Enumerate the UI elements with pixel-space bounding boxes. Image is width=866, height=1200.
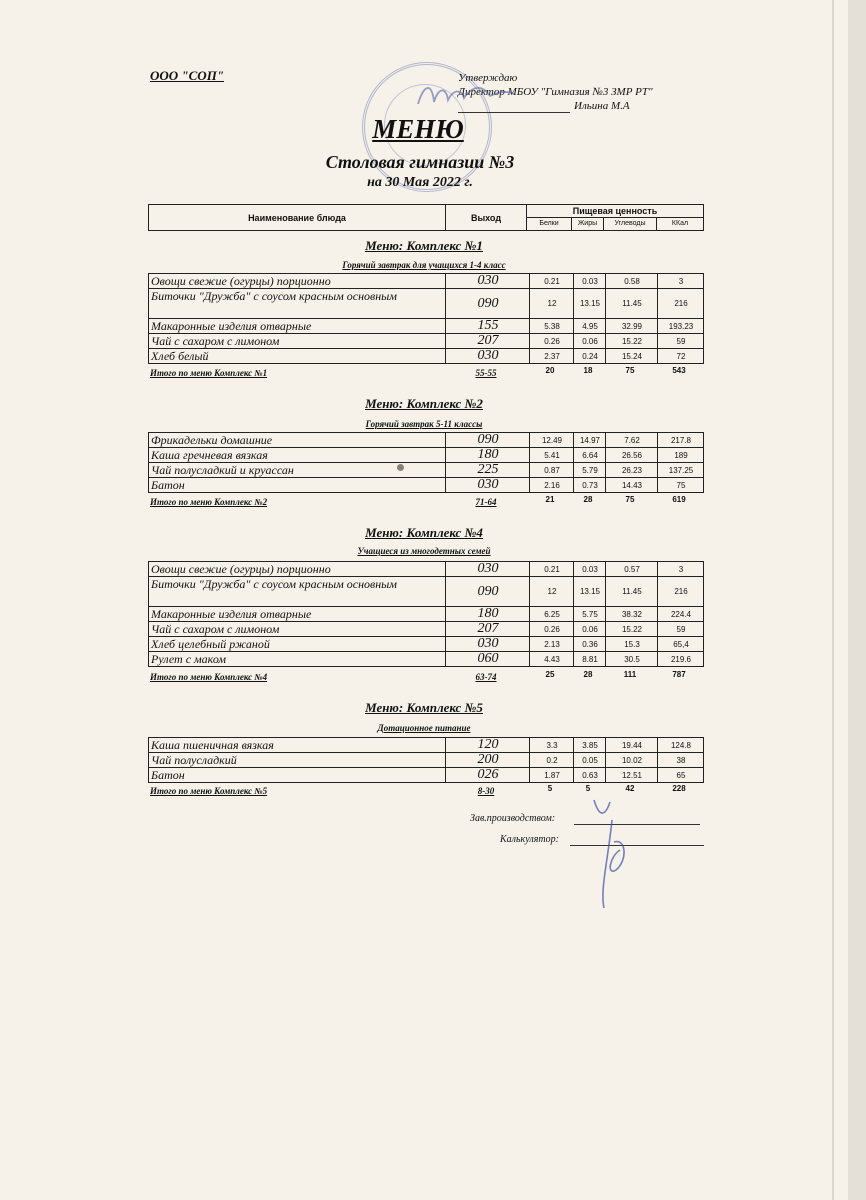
dish-name: Биточки "Дружба" с соусом красным основным	[151, 289, 397, 303]
cell-kcal: 189	[657, 448, 704, 462]
cell-kcal: 216	[657, 289, 704, 318]
cell-fats: 0.24	[573, 349, 606, 363]
dish-name: Чай полусладкий и круассан	[151, 463, 294, 477]
dish-output: 026	[445, 768, 530, 782]
cell-kcal: 217.8	[657, 433, 704, 447]
table-row	[148, 636, 704, 652]
cell-proteins: 0.87	[529, 463, 574, 477]
total-proteins: 20	[545, 366, 555, 375]
cell-kcal: 216	[657, 577, 704, 606]
cell-proteins: 6.25	[529, 607, 574, 621]
approval-position: Директор МБОУ "Гимназия №3 ЗМР РТ"	[458, 86, 653, 98]
cell-carbs: 14.43	[605, 478, 658, 492]
table-row	[148, 621, 704, 637]
cell-proteins: 12	[529, 289, 574, 318]
cell-fats: 6.64	[573, 448, 606, 462]
cell-proteins: 2.16	[529, 478, 574, 492]
cell-fats: 0.06	[573, 622, 606, 636]
dish-output: 030	[445, 637, 530, 651]
table-row	[148, 462, 704, 478]
cell-carbs: 0.57	[605, 562, 658, 576]
dish-name: Хлеб целебный ржаной	[151, 637, 270, 651]
dish-output: 030	[445, 562, 530, 576]
cell-fats: 0.73	[573, 478, 606, 492]
cell-proteins: 5.38	[529, 319, 574, 333]
dish-output: 120	[445, 738, 530, 752]
dish-output: 030	[445, 274, 530, 288]
cell-kcal: 224.4	[657, 607, 704, 621]
cell-proteins: 2.37	[529, 349, 574, 363]
calculator-label: Калькулятор:	[500, 834, 559, 845]
dish-name: Батон	[151, 768, 185, 782]
section-title: Меню: Комплекс №2	[365, 396, 483, 411]
cell-proteins: 5.41	[529, 448, 574, 462]
cell-proteins: 4.43	[529, 652, 574, 666]
cell-fats: 4.95	[573, 319, 606, 333]
dish-output: 155	[445, 319, 530, 333]
cell-kcal: 137.25	[657, 463, 704, 477]
table-row	[148, 561, 704, 577]
scan-edge	[848, 0, 866, 1200]
cell-carbs: 30.5	[605, 652, 658, 666]
total-label: Итого по меню Комплекс №4	[150, 672, 268, 682]
total-output: 55-55	[475, 368, 497, 378]
production-signature	[470, 813, 555, 824]
cell-fats: 0.36	[573, 637, 606, 651]
total-label: Итого по меню Комплекс №5	[150, 786, 268, 796]
cell-proteins: 1.87	[529, 768, 574, 782]
total-kcal: 787	[672, 670, 686, 679]
total-label: Итого по меню Комплекс №2	[150, 497, 268, 507]
production-label: Зав.производством:	[470, 813, 556, 824]
dish-name: Каша гречневая вязкая	[151, 448, 268, 462]
cell-fats: 8.81	[573, 652, 606, 666]
cell-proteins: 0.2	[529, 753, 574, 767]
total-fats: 5	[585, 784, 591, 793]
cell-proteins: 0.21	[529, 274, 574, 288]
dish-name: Фрикадельки домашние	[151, 433, 273, 447]
approval-director-name: Ильина М.А	[574, 100, 630, 112]
cell-proteins: 0.26	[529, 622, 574, 636]
total-fats: 28	[583, 495, 593, 504]
handwritten-signature	[580, 790, 640, 920]
table-row	[148, 651, 704, 667]
table-row	[148, 737, 704, 753]
organization-name: ООО "СОП"	[150, 68, 225, 83]
table-header	[148, 204, 704, 231]
cell-fats: 14.97	[573, 433, 606, 447]
section-subtitle: Горячий завтрак 5-11 классы	[365, 419, 483, 429]
cell-proteins: 3.3	[529, 738, 574, 752]
director-signature	[410, 74, 520, 114]
total-fats: 18	[583, 366, 593, 375]
dish-name: Хлеб белый	[151, 349, 209, 363]
section-title: Меню: Комплекс №4	[365, 525, 483, 540]
cell-kcal: 193.23	[657, 319, 704, 333]
cell-kcal: 3	[657, 274, 704, 288]
dish-output: 060	[445, 652, 530, 666]
cell-fats: 0.05	[573, 753, 606, 767]
cell-proteins: 2.13	[529, 637, 574, 651]
total-fats: 28	[583, 670, 593, 679]
cell-fats: 5.75	[573, 607, 606, 621]
cell-kcal: 38	[657, 753, 704, 767]
cell-proteins: 0.26	[529, 334, 574, 348]
cell-fats: 13.15	[573, 577, 606, 606]
total-proteins: 5	[547, 784, 553, 793]
section-subtitle: Дотационное питание	[377, 723, 471, 733]
dish-name: Рулет с маком	[151, 652, 227, 666]
cell-fats: 0.06	[573, 334, 606, 348]
dish-output: 030	[445, 349, 530, 363]
cell-carbs: 11.45	[605, 577, 658, 606]
dish-output: 207	[445, 622, 530, 636]
section-subtitle: Учащиеся из многодетных семей	[357, 546, 491, 556]
total-carbs: 75	[625, 366, 635, 375]
table-row	[148, 288, 704, 319]
total-output: 63-74	[475, 672, 497, 682]
cell-proteins: 0.21	[529, 562, 574, 576]
table-row	[148, 752, 704, 768]
section-subtitle: Горячий завтрак для учащихся 1-4 класс	[342, 260, 506, 270]
total-proteins: 25	[545, 670, 555, 679]
cell-proteins: 12	[529, 577, 574, 606]
dish-name: Овощи свежие (огурцы) порционно	[151, 562, 331, 576]
approval-word: Утверждаю	[458, 72, 518, 84]
dish-name: Каша пшеничная вязкая	[151, 738, 274, 752]
cell-carbs: 32.99	[605, 319, 658, 333]
cell-carbs: 15.22	[605, 622, 658, 636]
cell-fats: 0.63	[573, 768, 606, 782]
total-kcal: 543	[672, 366, 686, 375]
cell-kcal: 219.6	[657, 652, 704, 666]
cell-fats: 5.79	[573, 463, 606, 477]
table-row	[148, 767, 704, 783]
dish-output: 090	[445, 433, 530, 447]
dish-name: Чай полусладкий	[151, 753, 237, 767]
cell-kcal: 72	[657, 349, 704, 363]
cell-carbs: 11.45	[605, 289, 658, 318]
cell-kcal: 3	[657, 562, 704, 576]
cell-carbs: 15.22	[605, 334, 658, 348]
cell-kcal: 124.8	[657, 738, 704, 752]
table-row	[148, 447, 704, 463]
total-row	[148, 672, 704, 686]
dish-name: Макаронные изделия отварные	[151, 607, 312, 621]
cell-carbs: 15.3	[605, 637, 658, 651]
page-subtitle: Столовая гимназии №3	[325, 152, 515, 172]
calculator-signature	[500, 834, 559, 845]
cell-kcal: 65,4	[657, 637, 704, 651]
page-title: МЕНЮ	[372, 114, 464, 144]
column-header-name: Наименование блюда	[149, 205, 446, 230]
cell-carbs: 15.24	[605, 349, 658, 363]
cell-carbs: 19.44	[605, 738, 658, 752]
total-row	[148, 368, 704, 382]
total-carbs: 75	[625, 495, 635, 504]
column-header-fats: Жиры	[572, 218, 604, 230]
dish-output: 180	[445, 607, 530, 621]
cell-carbs: 12.51	[605, 768, 658, 782]
cell-fats: 0.03	[573, 274, 606, 288]
cell-carbs: 0.58	[605, 274, 658, 288]
table-row	[148, 333, 704, 349]
dish-output: 207	[445, 334, 530, 348]
total-kcal: 619	[672, 495, 686, 504]
scan-speck	[397, 464, 404, 471]
column-header-kcal: ККал	[671, 220, 689, 227]
section-title: Меню: Комплекс №1	[365, 238, 483, 253]
cell-carbs: 38.32	[605, 607, 658, 621]
dish-output: 030	[445, 478, 530, 492]
column-header-carbs: Углеводы	[604, 218, 657, 230]
cell-kcal: 65	[657, 768, 704, 782]
dish-name: Батон	[151, 478, 185, 492]
table-row	[148, 348, 704, 364]
dish-name: Биточки "Дружба" с соусом красным основным	[151, 577, 397, 591]
dish-name: Макаронные изделия отварные	[151, 319, 312, 333]
dish-name: Чай с сахаром с лимоном	[151, 334, 280, 348]
menu-date: на 30 Мая 2022 г.	[367, 175, 473, 190]
cell-proteins: 12.49	[529, 433, 574, 447]
cell-carbs: 26.23	[605, 463, 658, 477]
total-output: 71-64	[475, 497, 497, 507]
total-output: 8-30	[477, 786, 495, 796]
section-title: Меню: Комплекс №5	[365, 700, 483, 715]
dish-output: 090	[445, 577, 530, 606]
cell-carbs: 10.02	[605, 753, 658, 767]
table-row	[148, 432, 704, 448]
cell-fats: 3.85	[573, 738, 606, 752]
cell-carbs: 26.56	[605, 448, 658, 462]
cell-carbs: 7.62	[605, 433, 658, 447]
dish-output: 200	[445, 753, 530, 767]
table-row	[148, 477, 704, 493]
cell-fats: 13.15	[573, 289, 606, 318]
dish-name: Чай с сахаром с лимоном	[151, 622, 280, 636]
dish-name: Овощи свежие (огурцы) порционно	[151, 274, 331, 288]
column-header-output: Выход	[446, 205, 527, 230]
table-row	[148, 576, 704, 607]
total-proteins: 21	[545, 495, 555, 504]
column-header-nutrition: Пищевая ценность	[527, 205, 703, 218]
dish-output: 090	[445, 289, 530, 318]
cell-fats: 0.03	[573, 562, 606, 576]
table-row	[148, 273, 704, 289]
table-row	[148, 318, 704, 334]
cell-kcal: 75	[657, 478, 704, 492]
total-label: Итого по меню Комплекс №1	[150, 368, 268, 378]
cell-kcal: 59	[657, 622, 704, 636]
total-kcal: 228	[672, 784, 686, 793]
dish-output: 180	[445, 448, 530, 462]
column-header-proteins: Белки	[527, 218, 572, 230]
dish-output: 225	[445, 463, 530, 477]
total-carbs: 42	[625, 784, 635, 793]
total-row	[148, 497, 704, 511]
table-row	[148, 606, 704, 622]
total-carbs: 111	[623, 670, 637, 679]
cell-kcal: 59	[657, 334, 704, 348]
